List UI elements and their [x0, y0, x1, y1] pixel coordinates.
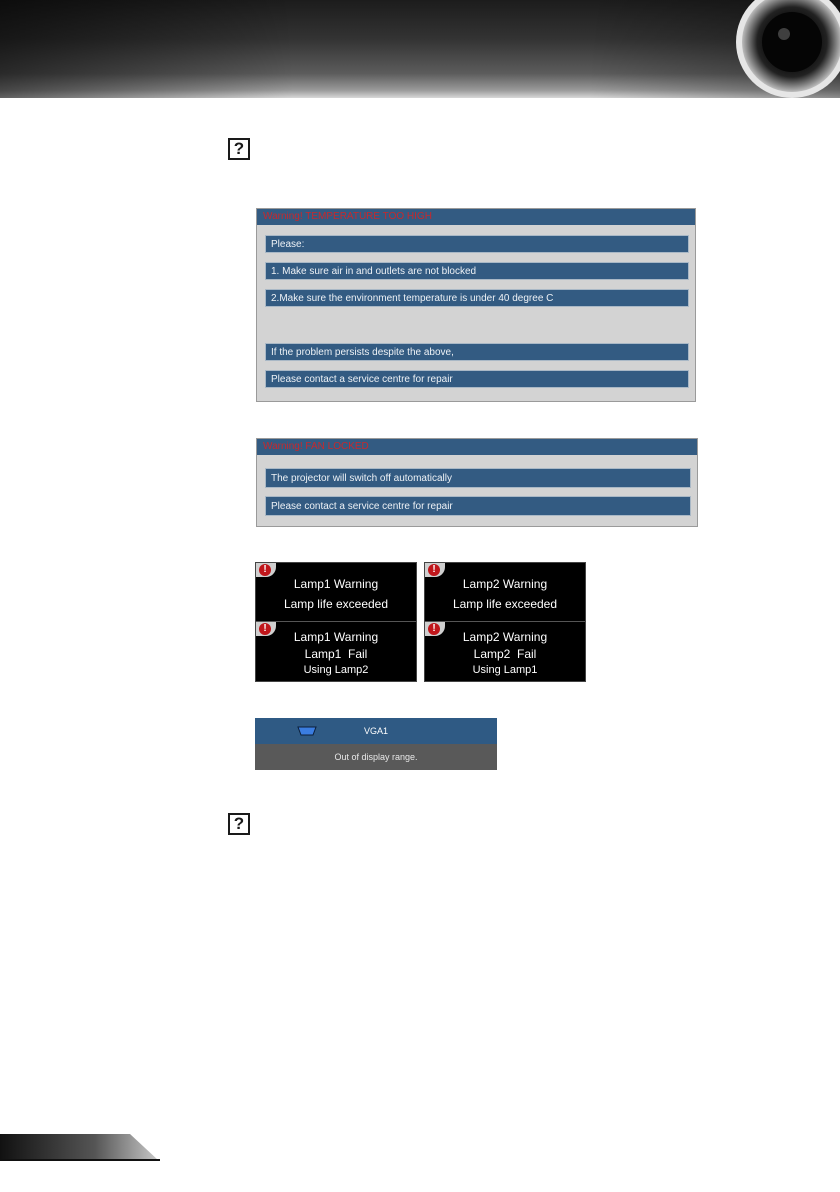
- lamp-using-text: Using Lamp1: [472, 664, 538, 676]
- help-icon: ?: [228, 138, 250, 160]
- dialog-row: If the problem persists despite the above,: [265, 343, 689, 361]
- projector-lens-icon: [730, 0, 840, 98]
- dialog-title: Warning! TEMPERATURE TOO HIGH: [257, 209, 695, 225]
- lamp-fail-text: Lamp2 Fail: [473, 647, 537, 661]
- out-of-range-text: Out of display range.: [334, 752, 418, 762]
- warning-icon: !: [256, 563, 276, 577]
- footer-page-tab: [0, 1132, 170, 1164]
- warning-icon: !: [425, 622, 445, 636]
- warning-icon: !: [256, 622, 276, 636]
- lamp-warning-text: Lamp life exceeded: [452, 597, 558, 611]
- fan-locked-dialog: [256, 438, 698, 527]
- lamp-warning-title: Lamp1 Warning: [293, 577, 379, 591]
- lamp1-warning-panel: [255, 562, 417, 682]
- vga-header: [255, 718, 497, 744]
- temperature-warning-dialog: [256, 208, 696, 402]
- help-icon: ?: [228, 813, 250, 835]
- dialog-row: Please contact a service centre for repair: [265, 496, 691, 516]
- lamp-warning-title: Lamp2 Warning: [462, 630, 548, 644]
- vga-out-of-range-message: [255, 718, 497, 770]
- dialog-row: 1. Make sure air in and outlets are not blocked: [265, 262, 689, 280]
- dialog-row: Please:: [265, 235, 689, 253]
- warning-icon: !: [425, 563, 445, 577]
- lamp-fail-text: Lamp1 Fail: [304, 647, 368, 661]
- lamp-warning-title: Lamp1 Warning: [293, 630, 379, 644]
- dialog-row: 2.Make sure the environment temperature is under 40 degree C: [265, 289, 689, 307]
- lamp2-warning-panel: [424, 562, 586, 682]
- lamp-warning-title: Lamp2 Warning: [462, 577, 548, 591]
- divider: [425, 621, 585, 622]
- lamp-using-text: Using Lamp2: [303, 664, 369, 676]
- vga-body: [255, 744, 497, 770]
- dialog-row: The projector will switch off automatically: [265, 468, 691, 488]
- dialog-row: Please contact a service centre for repair: [265, 370, 689, 388]
- dialog-title: Warning! FAN LOCKED: [257, 439, 697, 455]
- divider: [256, 621, 416, 622]
- source-label: VGA1: [363, 726, 388, 736]
- lamp-warning-text: Lamp life exceeded: [283, 597, 389, 611]
- header-banner: [0, 0, 840, 98]
